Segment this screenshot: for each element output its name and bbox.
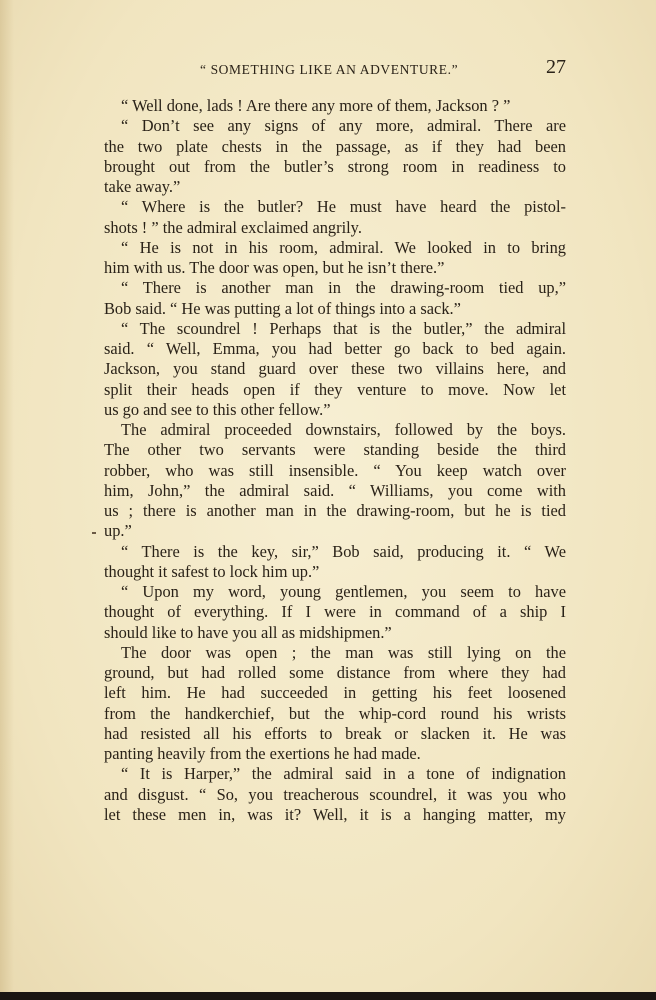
text-line: “ Well done, lads ! Are there any more of them, Jackson ? ”: [121, 96, 511, 115]
text-line: thought it safest to lock him up.”: [104, 561, 320, 581]
bottom-edge: [0, 992, 656, 1000]
text-line: “ The scoundrel ! Perhaps that is the butler,” the admiral: [121, 318, 566, 338]
text-line: The other two servants were standing beside the third: [104, 440, 566, 460]
text-line: and disgust. “ So, you treacherous scoundrel, it was you who: [104, 784, 566, 804]
text-line: “ Where is the butler? He must have heard the pistol-: [121, 197, 566, 217]
text-line: up.”: [104, 521, 132, 541]
text-line: should like to have you all as midshipmen.”: [104, 622, 392, 642]
text-line: him, John,” the admiral said. “ Williams, you come with: [104, 480, 566, 500]
text-line: “ There is the key, sir,” Bob said, producing it. “ We: [121, 541, 566, 561]
text-line: “ Don’t see any signs of any more, admiral. There are: [121, 116, 566, 136]
text-line: “ Upon my word, young gentlemen, you seem to have: [121, 582, 566, 601]
text-line: Bob said. “ He was putting a lot of things into a sack.”: [104, 298, 461, 318]
text-line: from the handkerchief, but the whip-cord round his wrists: [104, 703, 566, 723]
text-line: brought out from the butler’s strong room in readiness to: [104, 156, 566, 176]
page-edge-stain: [0, 0, 14, 1000]
text-line: The admiral proceeded downstairs, followed by the boys.: [121, 420, 566, 439]
text-line: robber, who was still insensible. “ You keep watch over: [104, 460, 566, 480]
text-line: Jackson, you stand guard over these two villains here, and: [104, 359, 566, 379]
text-line: “ It is Harper,” the admiral said in a tone of indignation: [121, 764, 566, 784]
margin-mark: [92, 532, 96, 534]
text-line: him with us. The door was open, but he isn’t there.”: [104, 258, 445, 277]
text-line: The door was open ; the man was still lying on the: [121, 642, 566, 662]
page-number: 27: [546, 56, 566, 78]
text-line: thought of everything. If I were in command of a ship I: [104, 602, 566, 622]
text-line: said. “ Well, Emma, you had better go back to bed again.: [104, 339, 566, 358]
page-header: [104, 58, 566, 84]
running-head: “ SOMETHING LIKE AN ADVENTURE.”: [200, 62, 459, 77]
text-line: split their heads open if they venture to move. Now let: [104, 379, 566, 399]
text-line: take away.”: [104, 177, 181, 196]
body-text: [104, 96, 566, 825]
text-line: shots ! ” the admiral exclaimed angrily.: [104, 217, 362, 237]
text-line: let these men in, was it? Well, it is a hanging matter, my: [104, 804, 566, 824]
text-line: left him. He had succeeded in getting his feet loosened: [104, 683, 566, 703]
text-line: “ There is another man in the drawing-room tied up,”: [121, 278, 566, 298]
text-line: panting heavily from the exertions he had made.: [104, 744, 421, 763]
text-line: us ; there is another man in the drawing-room, but he is tied: [104, 501, 566, 520]
text-line: had resisted all his efforts to break or slacken it. He was: [104, 723, 566, 743]
text-line: the two plate chests in the passage, as if they had been: [104, 136, 566, 156]
text-line: ground, but had rolled some distance from where they had: [104, 663, 566, 682]
text-line: us go and see to this other fellow.”: [104, 399, 331, 419]
text-line: “ He is not in his room, admiral. We looked in to bring: [121, 237, 566, 257]
